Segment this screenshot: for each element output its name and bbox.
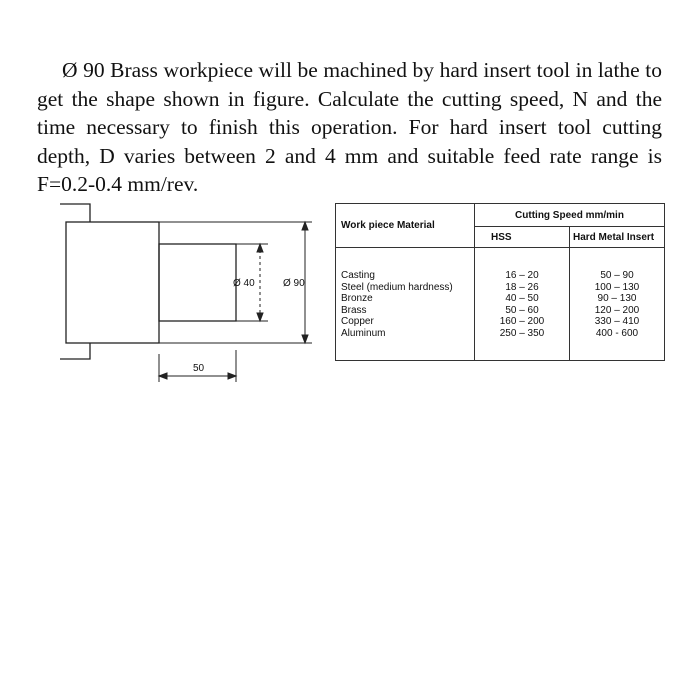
stock-outline-bottom — [60, 343, 90, 359]
stock-outline-top — [60, 204, 90, 222]
material-column — [336, 248, 475, 361]
header-workpiece-material: Work piece Material — [336, 204, 475, 248]
hard-metal-speed-value: 50 – 90 — [600, 270, 634, 281]
hard-metal-speed-value: 120 – 200 — [594, 304, 640, 316]
cutting-speed-table — [335, 203, 665, 361]
hss-speed-value: 16 – 20 — [505, 270, 539, 281]
dim-length-label: 50 — [193, 363, 205, 374]
hard-metal-speed-value: 330 – 410 — [594, 316, 640, 327]
hss-speed-value: 40 – 50 — [505, 293, 539, 304]
material-name: Bronze — [341, 293, 373, 304]
material-name: Copper — [341, 316, 374, 327]
header-hard-metal-insert: Hard Metal Insert — [570, 227, 665, 248]
material-name: Casting — [341, 270, 375, 281]
problem-statement: Ø 90 Brass workpiece will be machined by hard insert tool in lathe to get the shape shown in figure. Calculate the cutting speed, N and the time necessary to finish this operation. For hard insert tool cutting depth, D varies between 2 and 4 mm and suitable feed rate range is F=0.2-0.4 mm/rev. — [37, 58, 662, 197]
small-diameter-step — [159, 244, 236, 321]
material-name: Aluminum — [341, 327, 386, 339]
header-cutting-speed: Cutting Speed mm/min — [475, 204, 665, 227]
dia90-arrow-bottom — [302, 335, 308, 343]
large-diameter-body — [66, 222, 159, 343]
hard-metal-column — [570, 248, 665, 361]
dia40-arrow-top — [257, 244, 263, 252]
hss-speed-value: 250 – 350 — [499, 327, 545, 339]
dim-small-dia-label: Ø 40 — [233, 278, 255, 289]
material-name: Brass — [341, 304, 367, 316]
hss-speed-value: 50 – 60 — [505, 304, 539, 316]
hss-column — [475, 248, 570, 361]
len50-arrow-left — [159, 373, 167, 379]
hard-metal-speed-value: 400 - 600 — [595, 327, 639, 339]
dia40-arrow-bottom — [257, 313, 263, 321]
hard-metal-speed-value: 90 – 130 — [597, 293, 637, 304]
hss-speed-value: 160 – 200 — [499, 316, 545, 327]
hard-metal-speed-value: 100 – 130 — [594, 281, 640, 293]
material-name: Steel (medium hardness) — [341, 281, 453, 293]
header-hss: HSS — [475, 227, 570, 248]
dia90-arrow-top — [302, 222, 308, 230]
len50-arrow-right — [228, 373, 236, 379]
hss-speed-value: 18 – 26 — [505, 281, 539, 293]
dim-large-dia-label: Ø 90 — [283, 278, 305, 289]
